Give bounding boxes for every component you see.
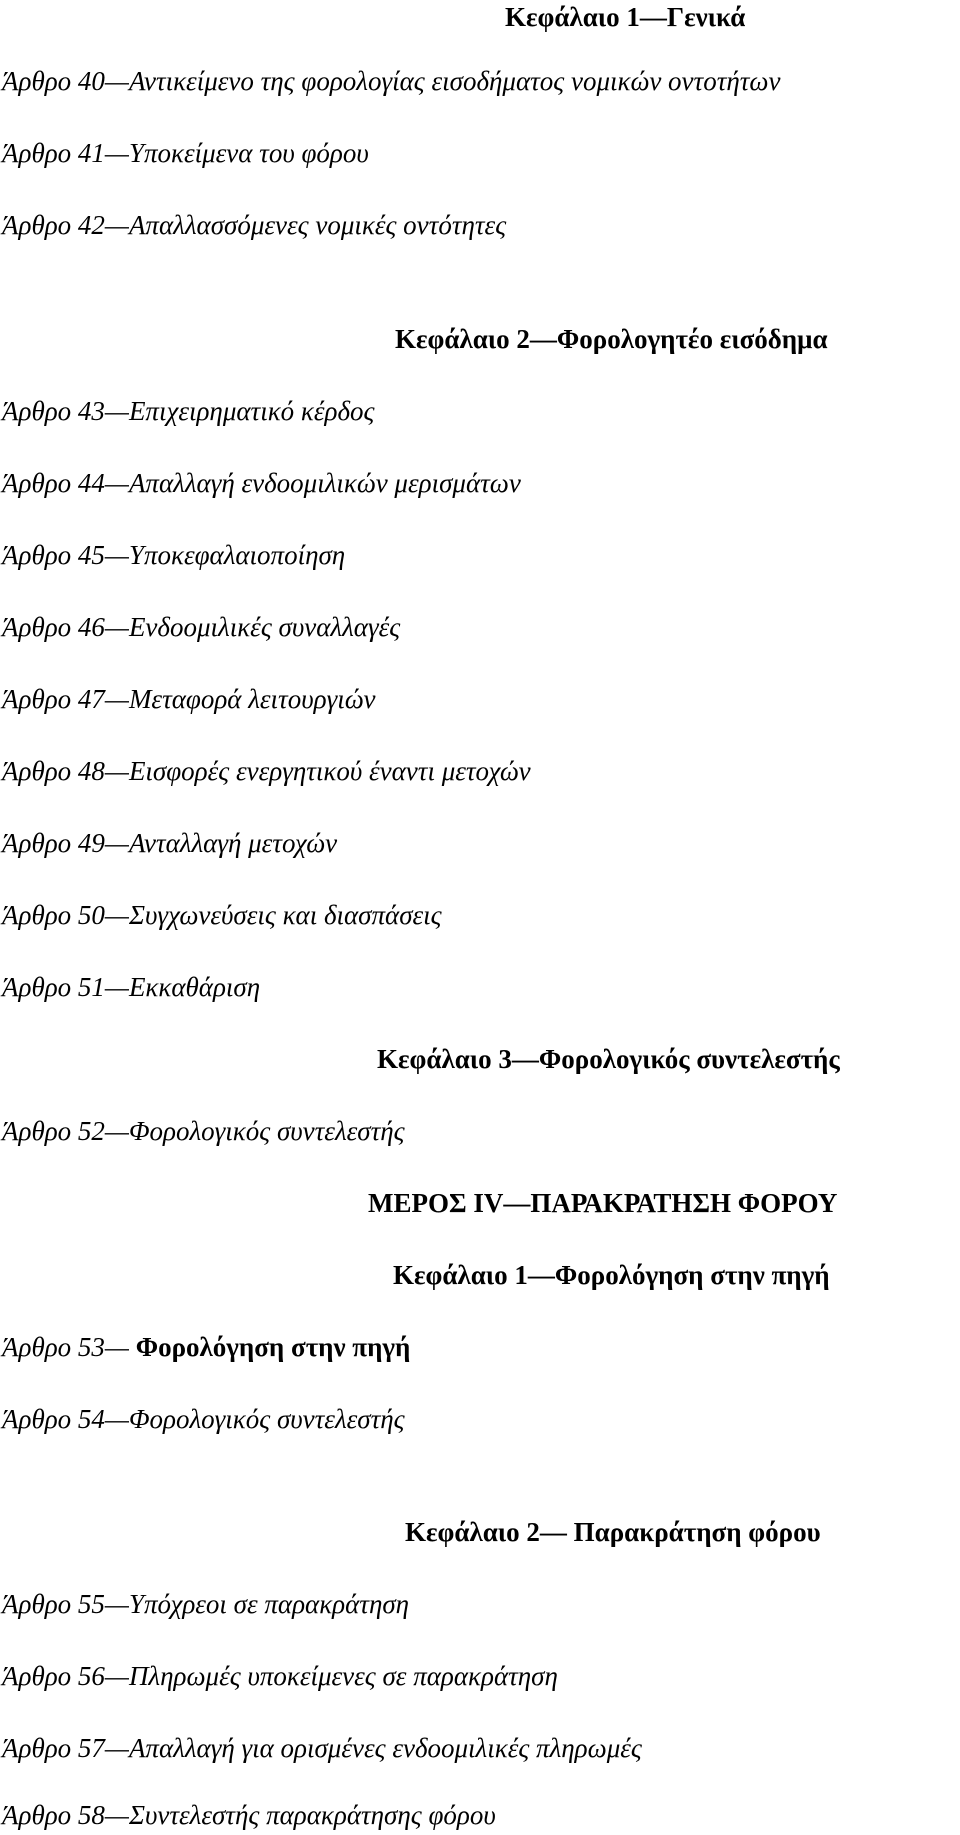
article-number: Άρθρο 55—: [2, 1589, 129, 1619]
article-entry: [2, 136, 369, 170]
article-entry: [2, 1731, 642, 1765]
article-number: Άρθρο 46—: [2, 612, 129, 642]
article-entry: [2, 1659, 558, 1693]
article-title: Εκκαθάριση: [128, 972, 261, 1002]
article-entry: [2, 1114, 405, 1148]
article-title: Απαλλασσόμενες νομικές οντότητες: [128, 210, 507, 240]
article-number: Άρθρο 40—: [2, 66, 129, 96]
article-title: Φορολογικός συντελεστής: [128, 1116, 405, 1146]
article-entry: [2, 898, 442, 932]
article-number: Άρθρο 51—: [2, 972, 129, 1002]
article-entry: [2, 610, 400, 644]
article-number: Άρθρο 49—: [2, 828, 129, 858]
article-title: Εισφορές ενεργητικού έναντι μετοχών: [128, 756, 531, 786]
article-number: Άρθρο 58—: [2, 1800, 129, 1830]
article-number: Άρθρο 50—: [2, 900, 129, 930]
article-number: Άρθρο 47—: [2, 684, 129, 714]
article-entry: [2, 682, 376, 716]
section-heading: Κεφάλαιο 2— Παρακράτηση φόρου: [405, 1517, 821, 1547]
article-number: Άρθρο 42—: [2, 210, 129, 240]
section-heading: Κεφάλαιο 3—Φορολογικός συντελεστής: [377, 1044, 840, 1074]
article-title: Ανταλλαγή μετοχών: [128, 828, 338, 858]
article-number: Άρθρο 53—: [2, 1332, 136, 1362]
article-title: Υπόχρεοι σε παρακράτηση: [128, 1589, 410, 1619]
article-entry: [2, 826, 337, 860]
section-heading: Κεφάλαιο 2—Φορολογητέο εισόδημα: [395, 324, 828, 354]
article-title: Πληρωμές υποκείμενες σε παρακράτηση: [128, 1661, 558, 1691]
article-number: Άρθρο 45—: [2, 540, 129, 570]
article-title: Συντελεστής παρακράτησης φόρου: [128, 1800, 496, 1830]
article-number: Άρθρο 41—: [2, 138, 129, 168]
article-number: Άρθρο 54—: [2, 1404, 129, 1434]
section-heading: Κεφάλαιο 1—Γενικά: [505, 2, 746, 32]
article-number: Άρθρο 56—: [2, 1661, 129, 1691]
article-entry: [2, 1330, 410, 1364]
article-title: Φορολόγηση στην πηγή: [135, 1332, 411, 1362]
article-title: Επιχειρηματικό κέρδος: [128, 396, 375, 426]
article-entry: [2, 1798, 496, 1832]
section-heading: ΜΕΡΟΣ IV—ΠΑΡΑΚΡΑΤΗΣΗ ΦΟΡΟΥ: [368, 1188, 838, 1218]
article-entry: [2, 1402, 405, 1436]
article-number: Άρθρο 43—: [2, 396, 129, 426]
article-title: Απαλλαγή ενδοομιλικών μερισμάτων: [128, 468, 521, 498]
article-number: Άρθρο 44—: [2, 468, 129, 498]
article-title: Μεταφορά λειτουργιών: [128, 684, 376, 714]
article-title: Συγχωνεύσεις και διασπάσεις: [128, 900, 442, 930]
article-entry: [2, 394, 375, 428]
article-title: Υποκείμενα του φόρου: [128, 138, 369, 168]
article-entry: [2, 754, 531, 788]
article-number: Άρθρο 57—: [2, 1733, 129, 1763]
article-title: Υποκεφαλαιοποίηση: [128, 540, 346, 570]
article-entry: [2, 1587, 409, 1621]
article-title: Φορολογικός συντελεστής: [128, 1404, 405, 1434]
article-entry: [2, 466, 521, 500]
article-number: Άρθρο 52—: [2, 1116, 129, 1146]
article-entry: [2, 970, 260, 1004]
article-title: Απαλλαγή για ορισμένες ενδοομιλικές πληρωμές: [128, 1733, 642, 1763]
section-heading: Κεφάλαιο 1—Φορολόγηση στην πηγή: [393, 1260, 830, 1290]
article-entry: [2, 64, 780, 98]
article-entry: [2, 208, 506, 242]
article-title: Ενδοομιλικές συναλλαγές: [128, 612, 401, 642]
article-number: Άρθρο 48—: [2, 756, 129, 786]
article-title: Αντικείμενο της φορολογίας εισοδήματος νομικών οντοτήτων: [128, 66, 781, 96]
article-entry: [2, 538, 345, 572]
